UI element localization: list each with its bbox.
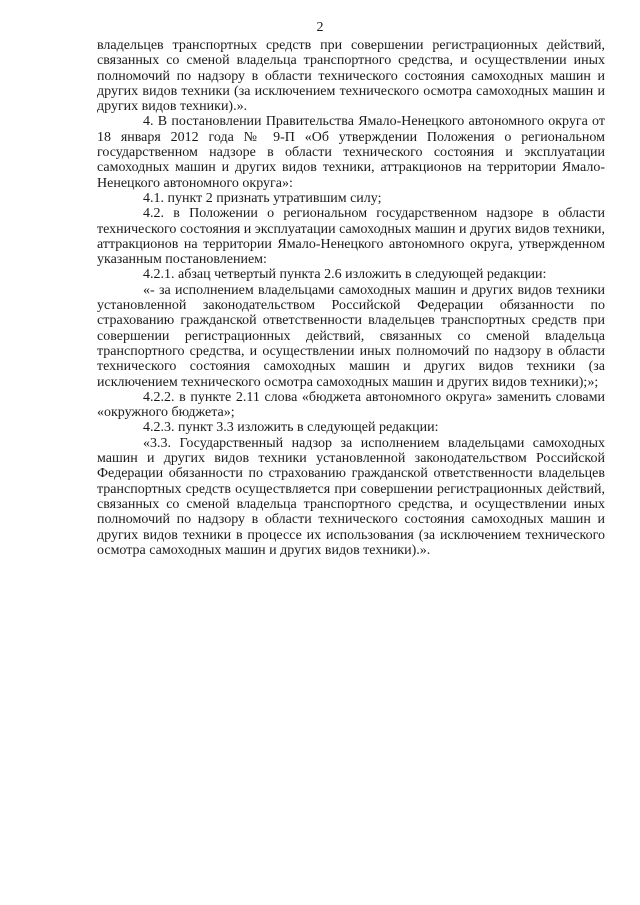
paragraph-item-4-2-1: 4.2.1. абзац четвертый пункта 2.6 изложить в следующей редакции: xyxy=(143,267,547,283)
paragraph-item-4-2-3: 4.2.3. пункт 3.3 изложить в следующей редакции: xyxy=(143,420,439,436)
paragraph-item-4-2: 4.2. в Положении о региональном государственном надзоре в области технического состояния и эксплуатации самоходных машин и других видов техники, аттракционов на территории Ямало-Ненецкого автономного округа, утвержденном указанным постановлением: xyxy=(97,206,605,268)
page-number: 2 xyxy=(316,20,324,35)
paragraph-quote-2-6: «- за исполнением владельцами самоходных машин и других видов техники установленной законодательством Российской Федерации обязанности по страхованию гражданской ответственности владельцев транспортных средств при совершении регистрационных действий, связанных со сменой владельца транспортного средства, и осуществлении иных полномочий по надзору в области технического состояния самоходных машин и других видов техники (за исключением технического осмотра самоходных машин и других видов техники);»; xyxy=(97,282,605,390)
paragraph-item-4-2-2: 4.2.2. в пункте 2.11 слова «бюджета автономного округа» заменить словами «окружного бюджета»; xyxy=(97,389,605,421)
paragraph-quote-3-3: «3.3. Государственный надзор за исполнением владельцами самоходных машин и других видов техники установленной законодательством Российской Федерации обязанности по страхованию гражданской ответственности владельцев транспортных средств осуществляется при совершении регистрационных действий, связанных со сменой владельца транспортного средства, и осуществлении иных полномочий по надзору в области технического состояния самоходных машин и других видов техники в процессе их использования (за исключением технического осмотра самоходных машин и других видов техники).». xyxy=(97,435,605,558)
paragraph-item-4-1: 4.1. пункт 2 признать утратившим силу; xyxy=(143,190,382,206)
paragraph-continuation: владельцев транспортных средств при совершении регистрационных действий, связанных со сменой владельца транспортного средства, и осуществлении иных полномочий по надзору в области технического состояния самоходных машин и других видов техники (за исключением технического осмотра самоходных машин и других видов техники).». xyxy=(97,38,605,115)
paragraph-item-4: 4. В постановлении Правительства Ямало-Ненецкого автономного округа от 18 января 2012 года № 9-П «Об утверждении Положения о региональном государственном надзоре в области технического состояния и эксплуатации самоходных машин и других видов техники, аттракционов на территории Ямало-Ненецкого автономного округа»: xyxy=(97,114,605,191)
document-body xyxy=(97,38,605,558)
